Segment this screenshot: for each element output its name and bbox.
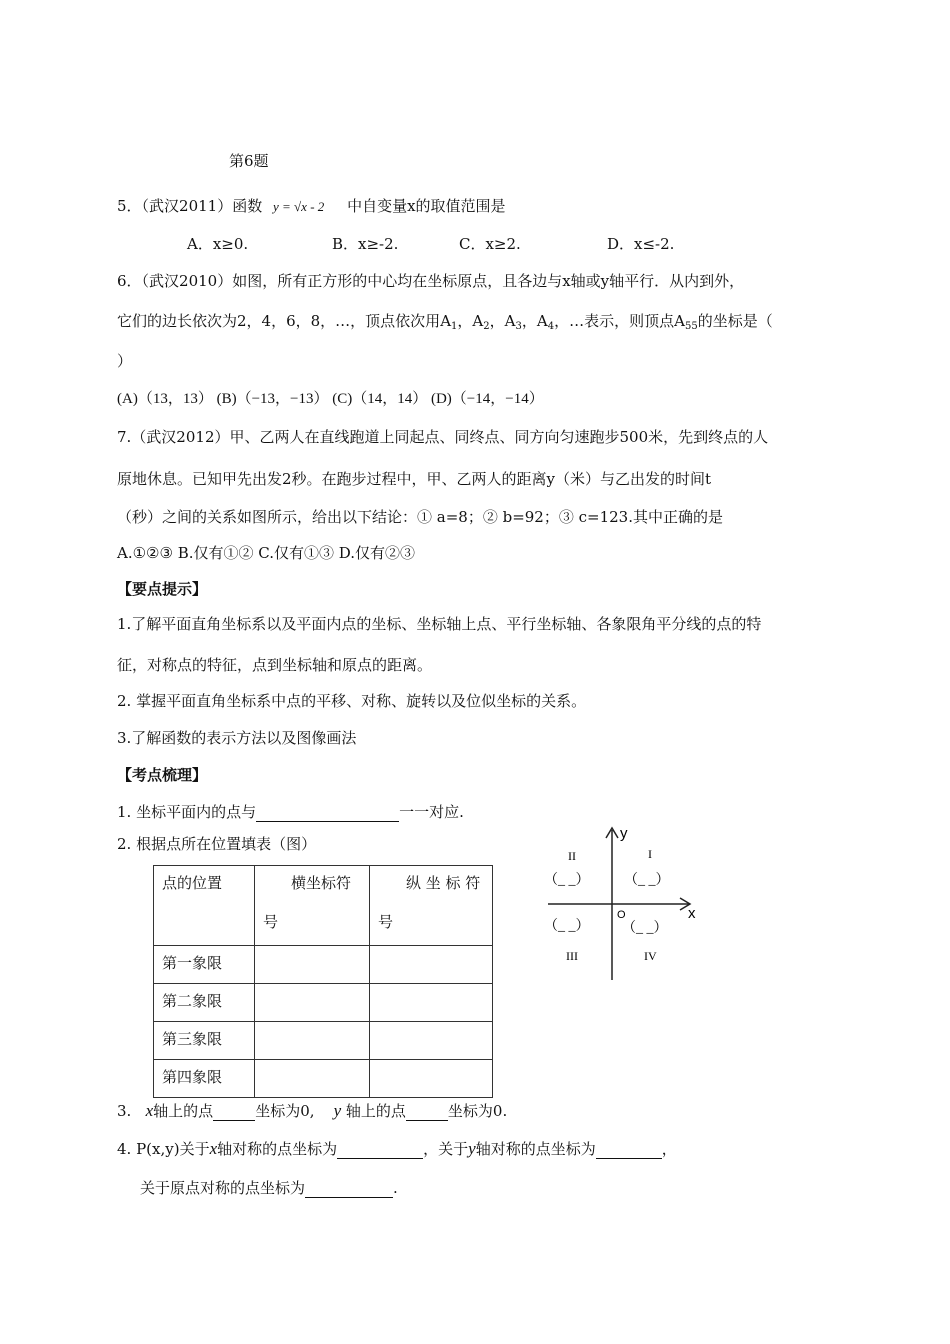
x-axis-label: x xyxy=(688,905,696,922)
label-a2: $A_2$ xyxy=(472,312,490,332)
var-x: x xyxy=(209,1139,218,1158)
var-y: y xyxy=(333,1101,342,1120)
table-cell-empty[interactable] xyxy=(255,1060,370,1098)
table-cell-empty[interactable] xyxy=(370,984,493,1022)
table-row: 第三象限 xyxy=(154,1022,493,1060)
q5-option-c: C．x≥2. xyxy=(459,235,521,253)
key-points-heading: 【要点提示】 xyxy=(117,580,208,598)
label-a3: $A_3$ xyxy=(504,312,522,332)
q6-options: (A)（13，13） (B)（−13，−13） (C)（14，14） (D)（−14，−14） xyxy=(117,391,544,407)
quadrant-1-placeholder: （_ _） xyxy=(624,873,670,888)
header-x-sign: 横坐标符 号 xyxy=(255,866,370,946)
label-a4: $A_4$ xyxy=(536,312,555,332)
fill-blank[interactable] xyxy=(256,803,399,822)
table-cell-empty[interactable] xyxy=(255,984,370,1022)
question-5 xyxy=(117,195,506,216)
var-y: y xyxy=(468,1139,476,1158)
review-item-1-pre: 1. 坐标平面内的点与 xyxy=(117,803,257,821)
label-a55: $A_{55}$ xyxy=(674,312,698,332)
quadrant-4-label: IV xyxy=(644,949,657,963)
q6-line2-post: 的坐标是（ xyxy=(697,312,773,330)
review-item-1 xyxy=(117,801,464,822)
q6-line2-pre: 它们的边长依次为2，4，6，8，…，顶点依次用 xyxy=(117,312,441,330)
q7-line2: 原地休息。已知甲先出发2秒。在跑步过程中，甲、乙两人的距离y（米）与乙出发的时间t xyxy=(117,470,712,488)
review-item-4-line2: 关于原点对称的点坐标为 . xyxy=(140,1179,398,1197)
fill-blank[interactable] xyxy=(406,1102,448,1121)
quadrant-1-label: I xyxy=(648,847,652,861)
y-axis-label: y xyxy=(620,825,628,842)
q7-options: A.①②③ B.仅有①② C.仅有①③ D.仅有②③ xyxy=(117,544,416,562)
q5-option-d: D．x≤-2. xyxy=(607,235,675,253)
var-x: x xyxy=(145,1101,154,1120)
q5-option-b: B．x≥-2. xyxy=(332,235,399,253)
q7-line3: （秒）之间的关系如图所示，给出以下结论：① a=8；② b=92；③ c=123.其中正确的是 xyxy=(117,508,723,526)
header-y-sign: 纵 坐 标 符 号 xyxy=(370,866,493,946)
q6-line2: 它们的边长依次为2，4，6，8，…，顶点依次用$A_1$，$A_2$，$A_3$，$A_4$，…表示，则顶点$A_{55}$的坐标是（ xyxy=(117,312,773,332)
quadrant-sign-table xyxy=(153,865,493,1098)
review-item-1-post: 一一对应. xyxy=(399,803,464,821)
q5-tail: 中自变量x的取值范围是 xyxy=(347,197,506,215)
quadrant-3-label: III xyxy=(566,949,578,963)
quadrant-3-placeholder: （_ _） xyxy=(544,919,590,934)
quadrant-2-label: II xyxy=(568,849,576,863)
review-item-2: 2. 根据点所在位置填表（图） xyxy=(117,835,317,853)
quadrant-diagram xyxy=(540,822,710,984)
q5-text: 5．（武汉2011）函数 xyxy=(117,197,263,215)
review-heading: 【考点梳理】 xyxy=(117,766,208,784)
key-point-1-line1: 1.了解平面直角坐标系以及平面内点的坐标、坐标轴上点、平行坐标轴、各象限角平分线的点的特 xyxy=(117,615,762,633)
q5-formula: y = √x - 2 xyxy=(273,199,325,214)
key-point-2: 2. 掌握平面直角坐标系中点的平移、对称、旋转以及位似坐标的关系。 xyxy=(117,692,587,710)
review-item-4: 4. P(x,y)关于x轴对称的点坐标为 ，关于y轴对称的点坐标为 ， xyxy=(117,1139,677,1158)
quadrant-4-placeholder: （_ _） xyxy=(622,921,668,936)
fill-blank[interactable] xyxy=(337,1140,423,1159)
fill-blank[interactable] xyxy=(305,1179,393,1198)
review-item-3: 3. x轴上的点 坐标为0, y 轴上的点 坐标为0. xyxy=(117,1101,508,1120)
origin-label: O xyxy=(617,909,626,921)
table-row: 第一象限 xyxy=(154,946,493,984)
figure-caption: 第6题 xyxy=(229,152,269,170)
header-position: 点的位置 xyxy=(154,866,255,946)
table-cell-empty[interactable] xyxy=(370,1060,493,1098)
quadrant-2-placeholder: （_ _） xyxy=(544,873,590,888)
key-point-1-line2: 征，对称点的特征，点到坐标轴和原点的距离。 xyxy=(117,656,433,674)
fill-blank[interactable] xyxy=(213,1102,255,1121)
table-cell-empty[interactable] xyxy=(255,1022,370,1060)
table-cell-empty[interactable] xyxy=(370,1022,493,1060)
table-row: 第四象限 xyxy=(154,1060,493,1098)
table-cell-empty[interactable] xyxy=(255,946,370,984)
label-a1: $A_1$ xyxy=(440,312,458,332)
table-header-row xyxy=(154,866,493,946)
q6-line1: 6．（武汉2010）如图，所有正方形的中心均在坐标原点，且各边与x轴或y轴平行．从内到外， xyxy=(117,272,745,290)
q6-line2-mid: …表示，则顶点 xyxy=(569,312,675,330)
q7-line1: 7.（武汉2012）甲、乙两人在直线跑道上同起点、同终点、同方向匀速跑步500米，先到终点的人 xyxy=(117,428,769,446)
table-row: 第二象限 xyxy=(154,984,493,1022)
q6-line3: ） xyxy=(117,352,133,370)
q5-option-a: A．x≥0. xyxy=(187,235,249,253)
fill-blank[interactable] xyxy=(596,1140,662,1159)
key-point-3: 3.了解函数的表示方法以及图像画法 xyxy=(117,729,357,747)
table-cell-empty[interactable] xyxy=(370,946,493,984)
